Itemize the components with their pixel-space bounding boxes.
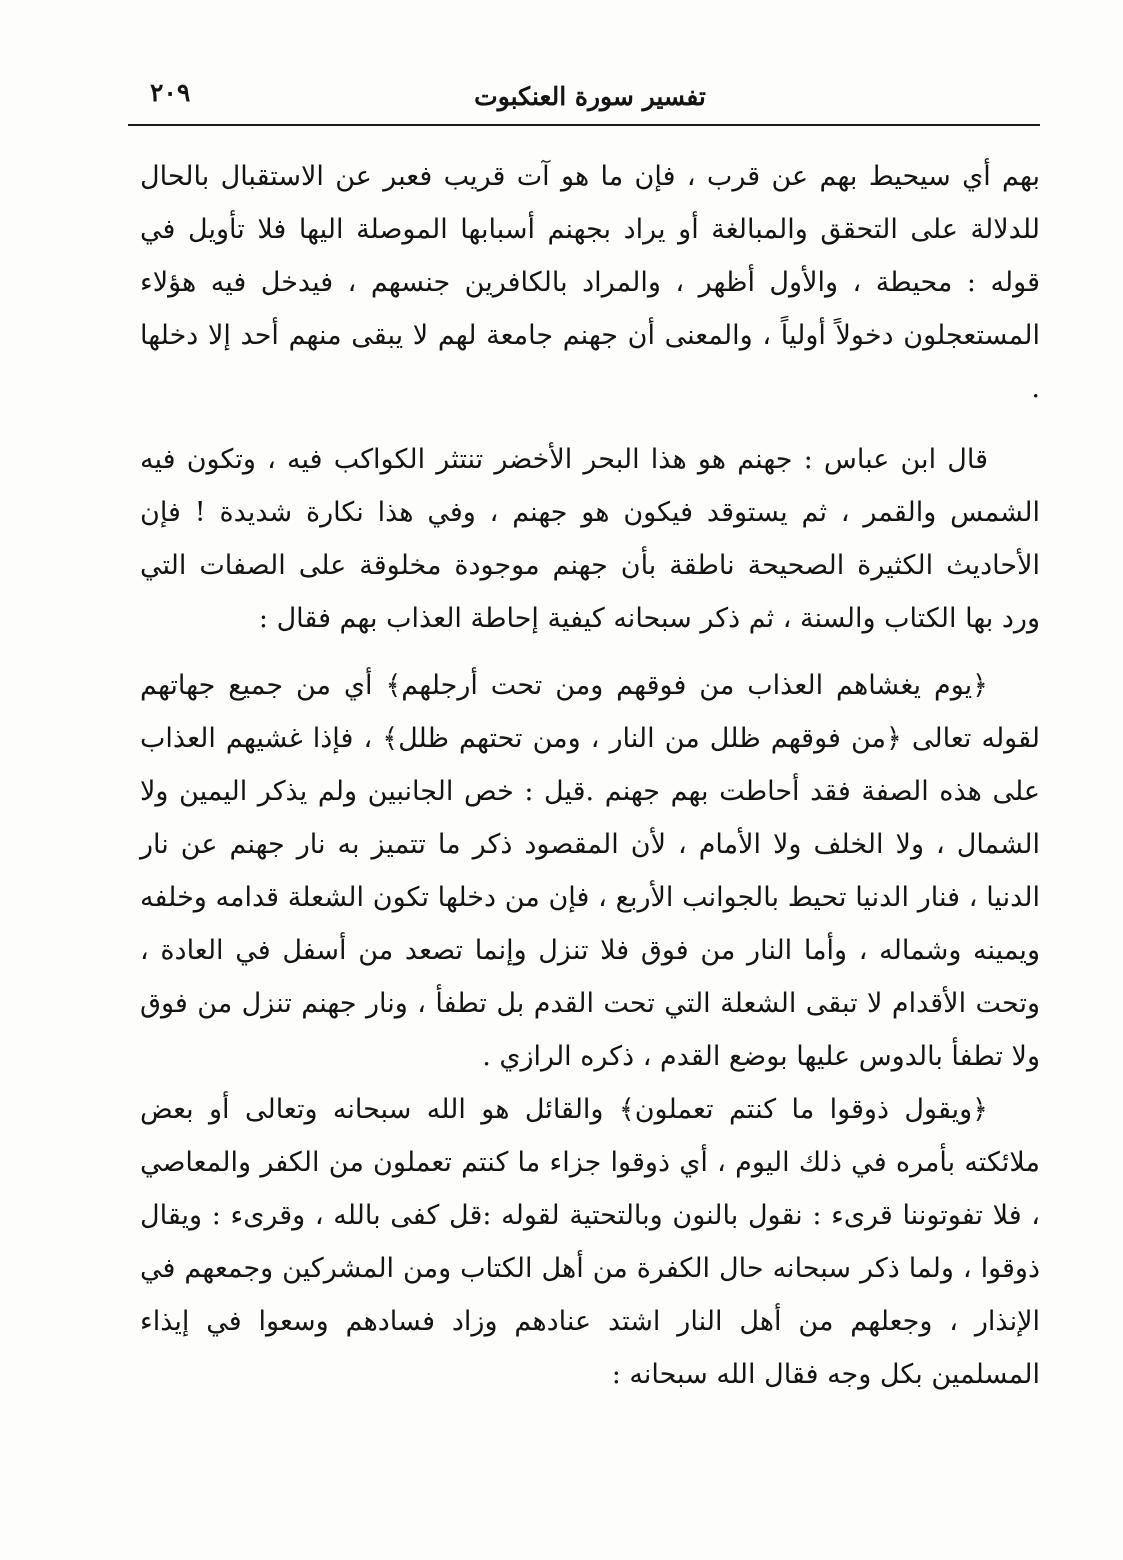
page-header [140, 70, 1040, 130]
paragraph-gap [140, 645, 1040, 659]
paragraph-2: قال ابن عباس : جهنم هو هذا البحر الأخضر تنتثر الكواكب فيه ، وتكون فيه الشمس والقمر ، ثم يستوقد فيكون هو جهنم ، وفي هذا نكارة شديدة ! فإن الأحاديث الكثيرة الصحيحة ناطقة بأن جهنم موجودة مخلوقة على الصفات التي ورد بها الكتاب والسنة ، ثم ذكر سبحانه كيفية إحاطة العذاب بهم فقال : [140, 444, 1040, 634]
header-rule [128, 124, 1040, 126]
paragraph-1: بهم أي سيحيط بهم عن قرب ، فإن ما هو آت قريب فعبر عن الاستقبال بالحال للدلالة على التحقق والمبالغة أو يراد بجهنم أسبابها الموصلة اليها فلا تأويل في قوله : محيطة ، والأول أظهر ، والمراد بالكافرين جنسهم ، فيدخل فيه هؤلاء المستعجلون دخولاً أولياً ، والمعنى أن جهنم جامعة لهم لا يبقى منهم أحد إلا دخلها . [140, 161, 1040, 404]
paragraph-4: ﴿ويقول ذوقوا ما كنتم تعملون﴾ والقائل هو الله سبحانه وتعالى أو بعض ملائكته بأمره في ذلك اليوم ، أي ذوقوا جزاء ما كنتم تعملون من الكفر والمعاصي ، فلا تفوتوننا قرىء : نقول بالنون وبالتحتية لقوله :قل كفى بالله ، وقرىء : ويقال ذوقوا ، ولما ذكر سبحانه حال الكفرة من أهل الكتاب ومن المشركين وجمعهم في الإنذار ، وجعلهم من أهل النار اشتد عنادهم وزاد فسادهم وسعوا في إيذاء المسلمين بكل وجه فقال الله سبحانه : [140, 1094, 1040, 1390]
paragraph-3: ﴿يوم يغشاهم العذاب من فوقهم ومن تحت أرجلهم﴾ أي من جميع جهاتهم لقوله تعالى ﴿من فوقهم ظلل من النار ، ومن تحتهم ظلل﴾ ، فإذا غشيهم العذاب على هذه الصفة فقد أحاطت بهم جهنم .قيل : خص الجانبين ولم يذكر اليمين ولا الشمال ، ولا الخلف ولا الأمام ، لأن المقصود ذكر ما تتميز به نار جهنم عن نار الدنيا ، فنار الدنيا تحيط بالجوانب الأربع ، فإن من دخلها تكون الشعلة قدامه وخلفه ويمينه وشماله ، وأما النار من فوق فلا تنزل وإنما تصعد من أسفل في العادة ، وتحت الأقدام لا تبقى الشعلة التي تحت القدم بل تطفأ ، ونار جهنم تنزل من فوق ولا تطفأ بالدوس عليها بوضع القدم ، ذكره الرازي . [140, 670, 1040, 1072]
page-body [140, 150, 1040, 1520]
paragraph-gap [140, 415, 1040, 433]
running-title: تفسير سورة العنكبوت [474, 82, 706, 111]
page-number: ٢٠٩ [150, 78, 191, 107]
